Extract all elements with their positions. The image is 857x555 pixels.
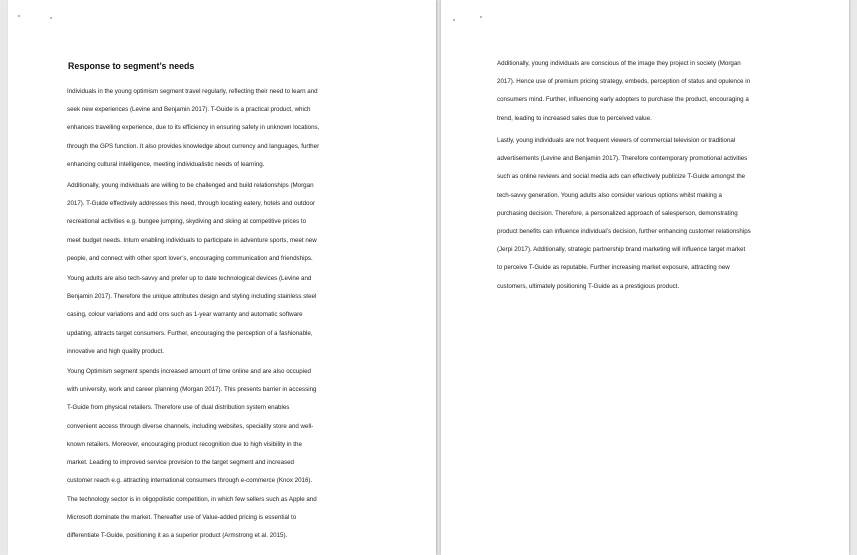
paragraph [67, 491, 317, 546]
text-line: people, and connect with other sport lover’s, encouraging communication and friendships. [67, 254, 313, 262]
text-line: consumers mind. Further, influencing early adopters to purchase the product, encouraging a [497, 96, 749, 104]
text-line: differentiate T-Guide, positioning it as a superior product (Armstrong et al. 2015). [67, 532, 288, 540]
text-line: Additionally, young individuals are conscious of the image they project in society (Morgan [497, 60, 741, 67]
text-line: customer reach e.g. attracting international consumers through e-commerce (Knox 2016). [67, 477, 313, 485]
page-corner-mark [480, 16, 482, 18]
text-line: purchasing decision. Therefore, a personalized approach of salesperson, demonstrating [497, 209, 738, 217]
paragraph [497, 132, 751, 296]
paragraph [67, 363, 316, 490]
text-line: convenient access through diverse channels, including websites, speciality store and well- [67, 422, 314, 430]
text-line: Microsoft dominate the market. Thereafter use of Value-added pricing is essential to [67, 514, 297, 522]
text-line: such as online reviews and social media ads can effectively publicize T-Guide amongst the [497, 173, 746, 181]
text-line: tech-savvy generation. Young adults also consider various options whilst making a [497, 191, 722, 199]
text-line: Benjamin 2017). Therefore the unique attributes design and styling including stainless steel [67, 293, 317, 301]
document-page-left [8, 0, 436, 555]
text-line: customers, ultimately positioning T-Guide as a prestigious product. [497, 282, 680, 290]
text-line: advertisements (Levine and Benjamin 2017). Therefore contemporary promotional activities [497, 155, 748, 163]
text-line: with university, work and career planning (Morgan 2017). This presents barrier in accessing [67, 386, 317, 394]
text-line: market. Leading to improved service provision to the target segment and increased [67, 459, 294, 467]
text-line: Additionally, young individuals are willing to be challenged and build relationships (Morgan [67, 182, 314, 189]
text-line: recreational activities e.g. bungee jumping, skydiving and skiing at competitive prices to [67, 218, 307, 226]
text-line: known retailers. Moreover, encouraging product recognition due to high visibility in the [67, 440, 302, 448]
text-line: meet budget needs. Inturn enabling individuals to participate in adventure sports, meet new [67, 236, 317, 244]
text-line: enhancing cultural intelligence, meeting individualistic needs of learning. [67, 160, 265, 168]
text-line: Young Optimism segment spends increased amount of time online and are also occupied [67, 368, 311, 375]
text-line: (Jerpi 2017). Additionally, strategic partnership brand marketing will influence target market [497, 246, 746, 254]
section-heading: Response to segment’s needs [68, 61, 195, 71]
text-line: through the GPS function. It also provides knowledge about currency and languages, further [67, 142, 320, 150]
paragraph [67, 177, 317, 268]
text-line: updating, attracts target consumers. Further, encouraging the perception of a fashionable, [67, 329, 313, 337]
document-page-right [441, 0, 849, 555]
text-line: Young adults are also tech-savvy and prefer up to date technological devices (Levine and [67, 275, 312, 282]
page-corner-mark [50, 17, 52, 19]
text-line: The technology sector is in oligopolistic competition, in which few sellers such as Apple and [67, 496, 317, 503]
paragraph [497, 55, 750, 128]
text-line: 2017). T-Guide effectively addresses this need, through locating eatery, hotels and outdoor [67, 200, 315, 208]
text-line: innovative and high quality product. [67, 347, 165, 355]
text-line: casing, colour variations and add ons such as 1-year warranty and automatic software [67, 311, 303, 319]
text-line: Lastly, young individuals are not frequent viewers of commercial television or traditional [497, 137, 736, 144]
text-line: to perceive T-Guide as reputable. Further increasing market exposure, attracting new [497, 264, 730, 272]
page-corner-mark [453, 19, 455, 21]
page-corner-mark [18, 15, 20, 17]
text-line: 2017). Hence use of premium pricing strategy, embeds, perception of status and opulence in [497, 78, 751, 86]
text-line: enhances travelling experience, due to its efficiency in ensuring safety in unknown locations, [67, 124, 320, 132]
text-line: product benefits can influence individual’s decision, further enhancing customer relationships [497, 228, 751, 236]
text-line: Individuals in the young optimism segment travel regularly, reflecting their need to learn and [67, 88, 318, 95]
paragraph [67, 83, 319, 174]
text-line: T-Guide from physical retailers. Therefore use of dual distribution system enables [67, 404, 290, 412]
text-line: trend, leading to increased sales due to perceived value. [497, 114, 652, 122]
text-line: seek new experiences (Levine and Benjamin 2017). T-Guide is a practical product, which [67, 106, 311, 114]
paragraph [67, 270, 316, 361]
